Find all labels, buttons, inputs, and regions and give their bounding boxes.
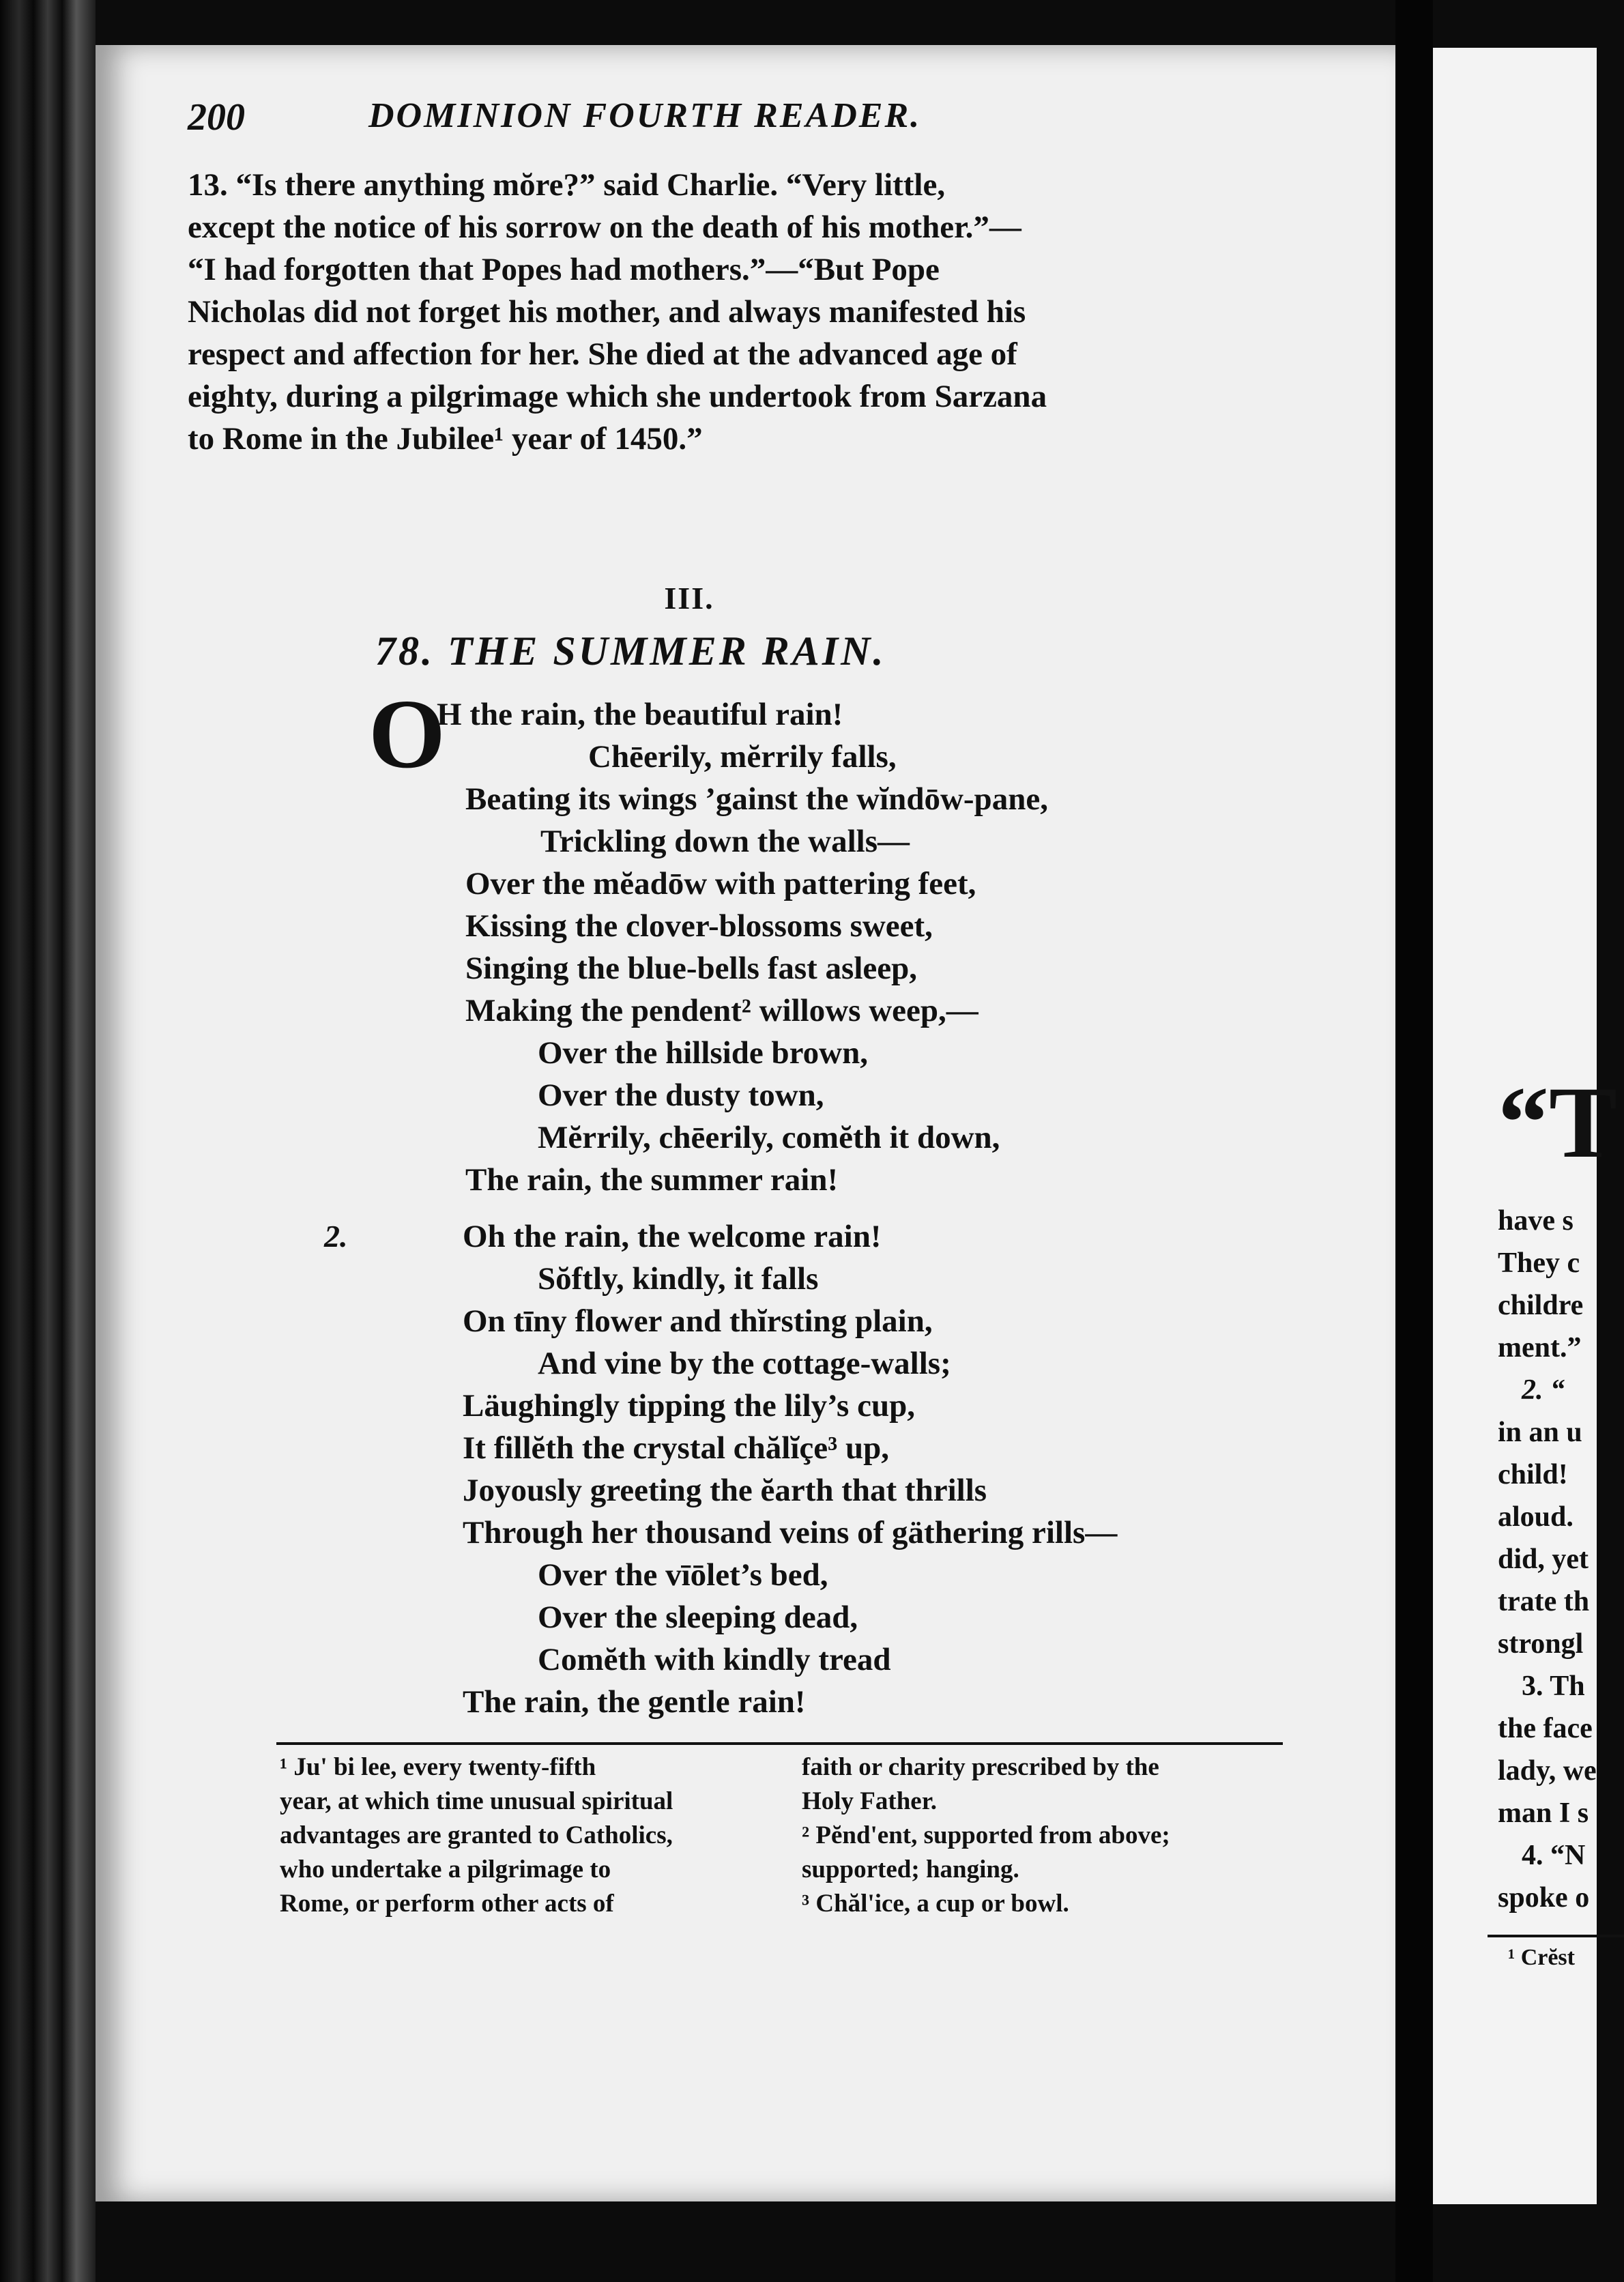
next-page-line: strongl (1498, 1628, 1584, 1660)
running-head (188, 96, 1293, 150)
prose-line: “I had forgotten that Popes had mothers.”—“But Pope (188, 252, 940, 287)
footnotes-left-column (280, 1750, 764, 1921)
next-page-line: aloud. (1498, 1501, 1574, 1533)
next-page-footnote: ¹ Crĕst (1508, 1945, 1575, 1970)
footnote-line: ³ Chăl'ice, a cup or bowl. (802, 1890, 1069, 1918)
next-page-drop-cap: “T (1498, 1066, 1618, 1179)
drop-cap: O (368, 680, 446, 789)
prose-line: Nicholas did not forget his mother, and always manifested his (188, 294, 1026, 330)
footnotes-right-column (802, 1750, 1286, 1921)
prose-line: eighty, during a pilgrimage which she undertook from Sarzana (188, 379, 1047, 414)
section-number: III. (664, 581, 714, 616)
verse-line: Singing the blue-bells fast asleep, (465, 951, 917, 986)
verse-line: The rain, the gentle rain! (463, 1684, 806, 1720)
verse-line: The rain, the summer rain! (465, 1162, 839, 1198)
prose-line: respect and affection for her. She died at the advanced age of (188, 336, 1017, 372)
next-page-line: lady, we (1498, 1755, 1597, 1787)
page-gutter (1395, 0, 1433, 2282)
lesson-title: 78. THE SUMMER RAIN. (375, 629, 886, 674)
verse-line: Comĕth with kindly tread (538, 1642, 891, 1677)
footnote-line: supported; hanging. (802, 1855, 1019, 1883)
footnote-line: advantages are granted to Catholics, (280, 1821, 673, 1849)
next-page-line: childre (1498, 1290, 1584, 1321)
stanza-number: 2. (324, 1219, 348, 1254)
footnote-line: who undertake a pilgrimage to (280, 1855, 611, 1883)
right-page-fragment (1433, 48, 1618, 2204)
verse-line: Läughingly tipping the lily’s cup, (463, 1388, 915, 1424)
verse-line: Over the sleeping dead, (538, 1600, 858, 1635)
verse-line: Over the dusty town, (538, 1078, 824, 1113)
verse-line: Beating its wings ’gainst the wĭndōw-pane, (465, 781, 1048, 817)
next-page-line: ment.” (1498, 1332, 1582, 1363)
footnote-line: Holy Father. (802, 1787, 938, 1815)
running-title: DOMINION FOURTH READER. (368, 96, 922, 135)
prose-line: 13. “Is there anything mŏre?” said Charlie. “Very little, (188, 167, 946, 203)
footnote-line: Rome, or perform other acts of (280, 1890, 614, 1918)
verse-line: Through her thousand veins of gäthering rills— (463, 1515, 1118, 1550)
next-page-line: spoke o (1498, 1882, 1590, 1913)
next-page-line: 3. Th (1522, 1671, 1585, 1702)
next-page-footnote-rule (1488, 1935, 1624, 1937)
verse-line: H the rain, the beautiful rain! (437, 697, 843, 732)
next-page-line: man I s (1498, 1797, 1589, 1829)
verse-line: And vine by the cottage-walls; (538, 1346, 951, 1381)
verse-line: Over the hillside brown, (538, 1035, 868, 1071)
next-page-line: did, yet (1498, 1544, 1589, 1575)
verse-line: Joyously greeting the ĕarth that thrills (463, 1473, 987, 1508)
verse-line: Mĕrrily, chēerily, comĕth it down, (538, 1120, 1000, 1155)
prose-paragraph-13 (188, 164, 1286, 460)
verse-line: Chēerily, mĕrrily falls, (588, 739, 897, 775)
verse-line: Sŏftly, kindly, it falls (538, 1261, 819, 1297)
verse-line: Over the mĕadōw with pattering feet, (465, 866, 976, 901)
footnote-rule (276, 1742, 1283, 1745)
verse-line: Oh the rain, the welcome rain! (463, 1219, 882, 1254)
footnote-line: year, at which time unusual spiritual (280, 1787, 673, 1815)
verse-line: Over the vīōlet’s bed, (538, 1557, 828, 1593)
footnote-line: ¹ Ju' bi lee, every twenty-fifth (280, 1753, 596, 1781)
prose-line: to Rome in the Jubilee¹ year of 1450.” (188, 421, 703, 457)
footnote-line: faith or charity prescribed by the (802, 1753, 1159, 1781)
next-page-line: have s (1498, 1205, 1574, 1237)
next-page-line: 4. “N (1522, 1840, 1586, 1871)
verse-line: Kissing the clover-blossoms sweet, (465, 908, 933, 944)
book-binding-edge (0, 0, 96, 2282)
next-page-line: the face (1498, 1713, 1593, 1744)
page-number: 200 (188, 96, 245, 139)
footnote-line: ² Pĕnd'ent, supported from above; (802, 1821, 1170, 1849)
next-page-line: They c (1498, 1247, 1580, 1279)
next-page-line: child! (1498, 1459, 1568, 1490)
verse-line: It fillĕth the crystal chălĭçe³ up, (463, 1430, 889, 1466)
verse-line: On tīny flower and thĭrsting plain, (463, 1303, 933, 1339)
next-page-line: trate th (1498, 1586, 1590, 1617)
prose-line: except the notice of his sorrow on the death of his mother.”— (188, 210, 1021, 245)
next-page-line: in an u (1498, 1417, 1582, 1448)
next-page-line: 2. “ (1522, 1374, 1565, 1406)
verse-line: Making the pendent² willows weep,— (465, 993, 978, 1028)
verse-line: Trickling down the walls— (540, 824, 910, 859)
